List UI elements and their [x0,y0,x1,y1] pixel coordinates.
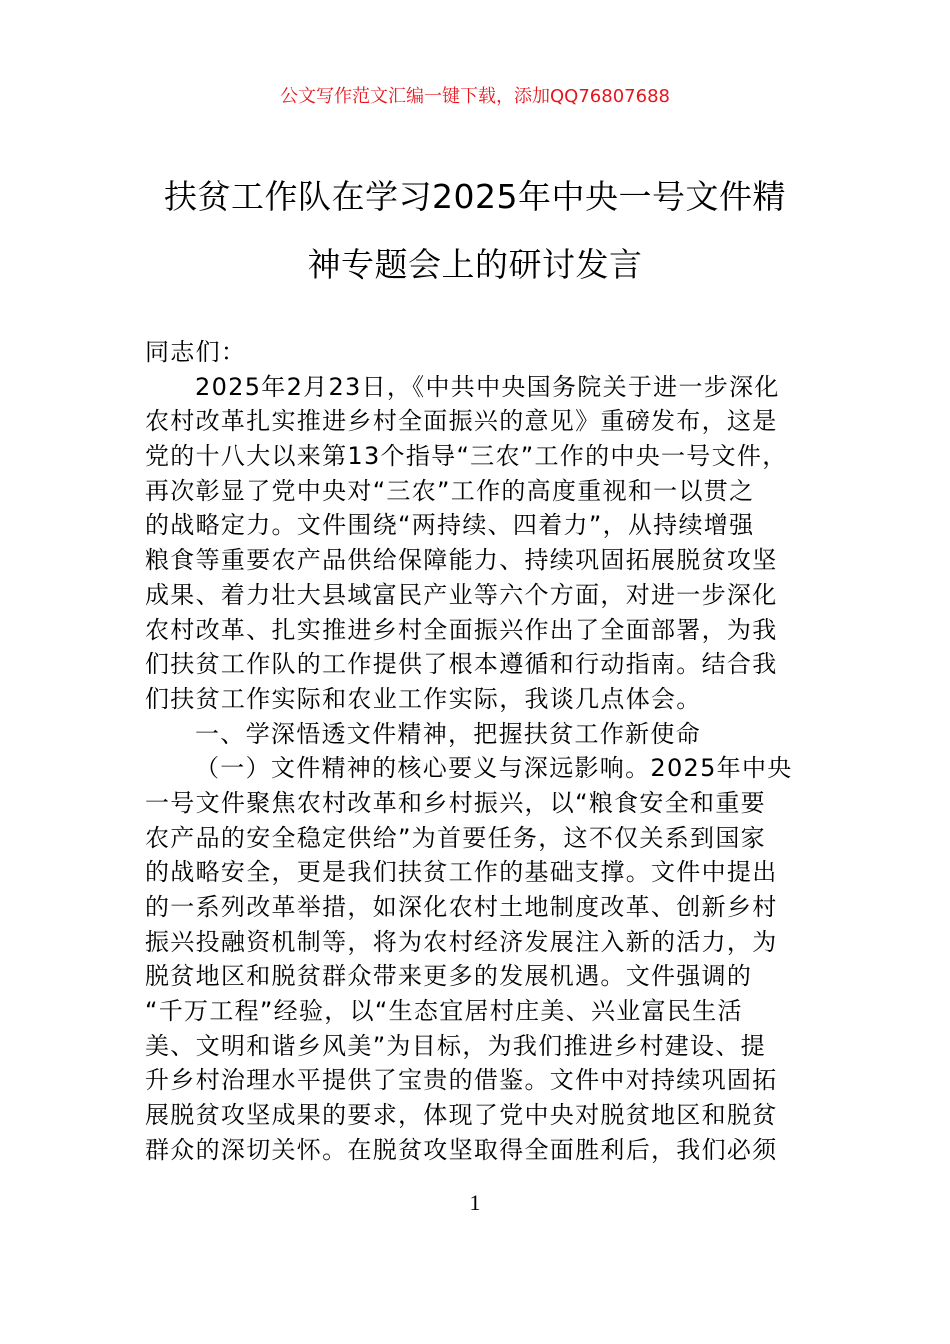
text-line: 们扶贫工作实际和农业工作实际，我谈几点体会。 [145,684,702,713]
text-line: 一、学深悟透文件精神，把握扶贫工作新使命 [195,719,701,748]
text-line: 一号文件聚焦农村改革和乡村振兴，以“粮食安全和重要 [145,788,766,817]
text-line: 再次彰显了党中央对“三农”工作的高度重视和一以贯之 [145,476,755,505]
text-line: 成果、着力壮大县域富民产业等六个方面，对进一步深化 [145,580,778,609]
text-line: 的一系列改革举措，如深化农村土地制度改革、创新乡村 [145,893,778,921]
text-line: 粮食等重要农产品供给保障能力、持续巩固拓展脱贫攻坚 [145,546,778,575]
text-line: 的战略定力。文件围绕“两持续、四着力”，从持续增强 [145,511,755,540]
document-body [145,335,835,1168]
text-line: 2025年2月23日，《中共中央国务院关于进一步深化 [195,372,780,401]
document-title-line-2: 神专题会上的研讨发言 [307,245,643,284]
text-line: 们扶贫工作队的工作提供了根本遵循和行动指南。结合我 [145,650,778,679]
text-line: 党的十八大以来第13个指导“三农”工作的中央一号文件， [145,442,788,471]
text-line: “千万工程”经验，以“生态宜居村庄美、兴业富民生活 [145,997,743,1026]
text-line: 升乡村治理水平提供了宝贵的借鉴。文件中对持续巩固拓 [145,1066,778,1095]
document-title-line-1: 扶贫工作队在学习2025年中央一号文件精 [164,177,786,216]
text-line: 展脱贫攻坚成果的要求，体现了党中央对脱贫地区和脱贫 [145,1101,778,1130]
text-line: 同志们： [145,338,247,366]
text-line: 农村改革、扎实推进乡村全面振兴作出了全面部署，为我 [145,615,778,644]
text-line: 农产品的安全稳定供给”为首要任务，这不仅关系到国家 [145,823,766,852]
text-line: 振兴投融资机制等，将为农村经济发展注入新的活力，为 [145,927,778,956]
text-line: 脱贫地区和脱贫群众带来更多的发展机遇。文件强调的 [145,962,753,991]
text-line: 农村改革扎实推进乡村全面振兴的意见》重磅发布，这是 [145,407,778,436]
page-number: 1 [469,1190,481,1215]
text-line: （一）文件精神的核心要义与深远影响。2025年中央 [195,754,793,783]
text-line: 美、文明和谐乡风美”为目标，为我们推进乡村建设、提 [145,1031,766,1060]
text-line: 群众的深切关怀。在脱贫攻坚取得全面胜利后，我们必须 [145,1135,778,1164]
text-line: 的战略安全，更是我们扶贫工作的基础支撑。文件中提出 [145,858,778,887]
download-watermark-link[interactable]: 公文写作范文汇编一键下载，添加QQ76807688 [280,86,670,107]
